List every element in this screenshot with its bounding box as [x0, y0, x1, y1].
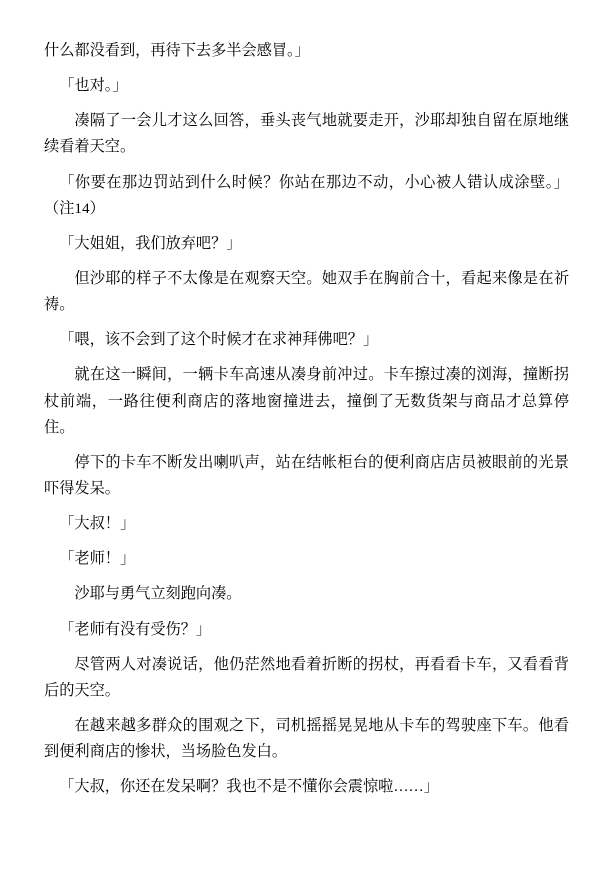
paragraph: 凑隔了一会儿才这么回答，垂头丧气地就要走开，沙耶却独自留在原地继续看着天空。	[44, 112, 569, 156]
paragraph: 什么都没看到，再待下去多半会感冒。」	[44, 42, 310, 59]
paragraph: 「你要在那边罚站到什么时候？你站在那边不动，小心被人错认成涂壁。」（注14）	[44, 173, 569, 217]
paragraph: 停下的卡车不断发出喇叭声，站在结帐柜台的便利商店店员被眼前的光景吓得发呆。	[44, 453, 569, 497]
paragraph: 尽管两人对凑说话，他仍茫然地看着折断的拐杖，再看看卡车，又看看背后的天空。	[44, 655, 569, 699]
paragraph: 在越来越多群众的围观之下，司机摇摇晃晃地从卡车的驾驶座下车。他看到便利商店的惨状，当场脸色发白。	[44, 716, 569, 761]
paragraph: 「老师！」	[59, 550, 136, 568]
paragraph: 「也对。」	[59, 77, 128, 95]
paragraph: 但沙耶的样子不太像是在观察天空。她双手在胸前合十，看起来像是在祈祷。	[44, 269, 569, 314]
paragraph: 「老师有没有受伤？」	[59, 620, 212, 638]
paragraph: 沙耶与勇气立刻跑向凑。	[74, 585, 242, 603]
paragraph: 「喂，该不会到了这个时候才在求神拜佛吧？」	[59, 331, 379, 349]
document-body	[44, 38, 569, 800]
paragraph: 「大叔！」	[59, 515, 136, 533]
paragraph: 「大叔，你还在发呆啊？我也不是不懂你会震惊啦……」	[59, 778, 439, 796]
paragraph: 「大姐姐，我们放弃吧？」	[59, 234, 242, 252]
paragraph: 就在这一瞬间，一辆卡车高速从凑身前冲过。卡车擦过凑的浏海，撞断拐杖前端，一路往便利商店的落地窗撞进去，撞倒了无数货架与商品才总算停住。	[44, 366, 569, 436]
